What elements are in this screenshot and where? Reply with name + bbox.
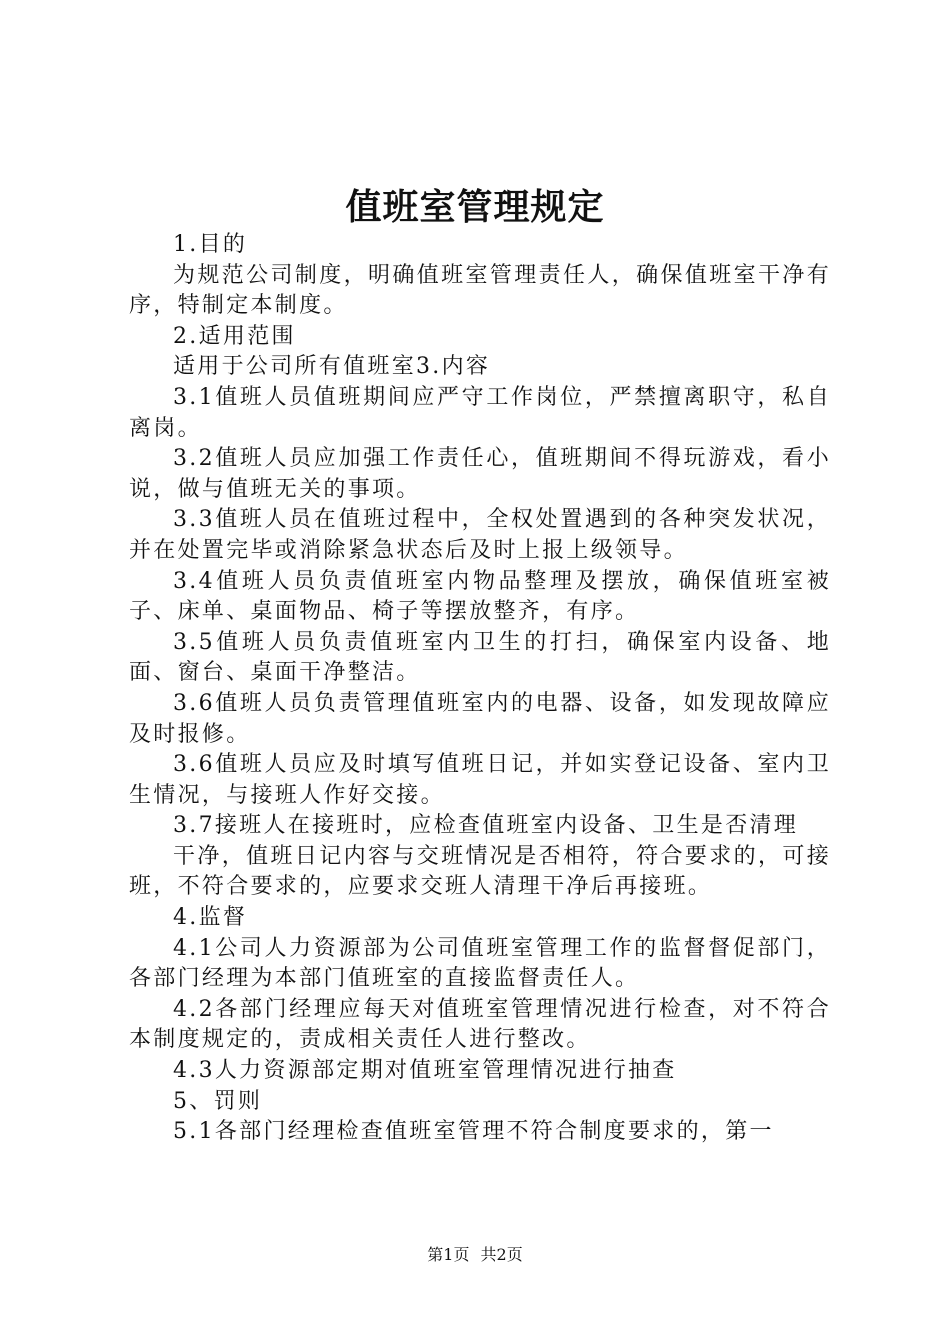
page-title: 值班室管理规定 xyxy=(345,187,605,228)
document-body xyxy=(129,230,831,1148)
section-heading-scope: 2.适用范围 xyxy=(173,323,296,349)
paragraph-purpose: 为规范公司制度，明确值班室管理责任人，确保值班室干净有序，特制定本制度。 xyxy=(129,262,831,319)
section-heading-supervision: 4.监督 xyxy=(173,905,248,931)
clause-3-7-continued: 干净，值班日记内容与交班情况是否相符，符合要求的，可接班，不符合要求的，应要求交班人清理干净后再接班。 xyxy=(129,843,831,900)
paragraph-scope: 适用于公司所有值班室3.内容 xyxy=(173,354,491,380)
page-number-current: 第1页 xyxy=(427,1245,470,1264)
page-footer xyxy=(0,1244,950,1266)
clause-3-5: 3.5值班人员负责值班室内卫生的打扫，确保室内设备、地面、窗台、桌面干净整洁。 xyxy=(129,629,831,686)
clause-3-6b: 3.6值班人员应及时填写值班日记，并如实登记设备、室内卫生情况，与接班人作好交接。 xyxy=(129,752,831,808)
clause-3-4: 3.4值班人员负责值班室内物品整理及摆放，确保值班室被子、床单、桌面物品、椅子等摆放整齐，有序。 xyxy=(129,568,831,625)
clause-4-1: 4.1公司人力资源部为公司值班室管理工作的监督督促部门，各部门经理为本部门值班室的直接监督责任人。 xyxy=(129,935,831,992)
clause-3-7: 3.7接班人在接班时，应检查值班室内设备、卫生是否清理 xyxy=(173,813,799,839)
clause-4-3: 4.3人力资源部定期对值班室管理情况进行抽查 xyxy=(173,1058,677,1084)
section-heading-purpose: 1.目的 xyxy=(173,232,248,257)
clause-5-1: 5.1各部门经理检查值班室管理不符合制度要求的，第一 xyxy=(173,1119,774,1145)
page-number-total: 共2页 xyxy=(480,1245,523,1264)
clause-3-3: 3.3值班人员在值班过程中，全权处置遇到的各种突发状况，并在处置完毕或消除紧急状态后及时上报上级领导。 xyxy=(129,507,831,563)
section-heading-penalties: 5、罚则 xyxy=(173,1088,263,1114)
clause-3-2: 3.2值班人员应加强工作责任心，值班期间不得玩游戏，看小说，做与值班无关的事项。 xyxy=(129,446,831,502)
clause-3-1: 3.1值班人员值班期间应严守工作岗位，严禁擅离职守，私自离岗。 xyxy=(129,384,831,441)
clause-4-2: 4.2各部门经理应每天对值班室管理情况进行检查，对不符合本制度规定的，责成相关责任人进行整改。 xyxy=(129,996,831,1053)
clause-3-6a: 3.6值班人员负责管理值班室内的电器、设备，如发现故障应及时报修。 xyxy=(129,690,831,747)
